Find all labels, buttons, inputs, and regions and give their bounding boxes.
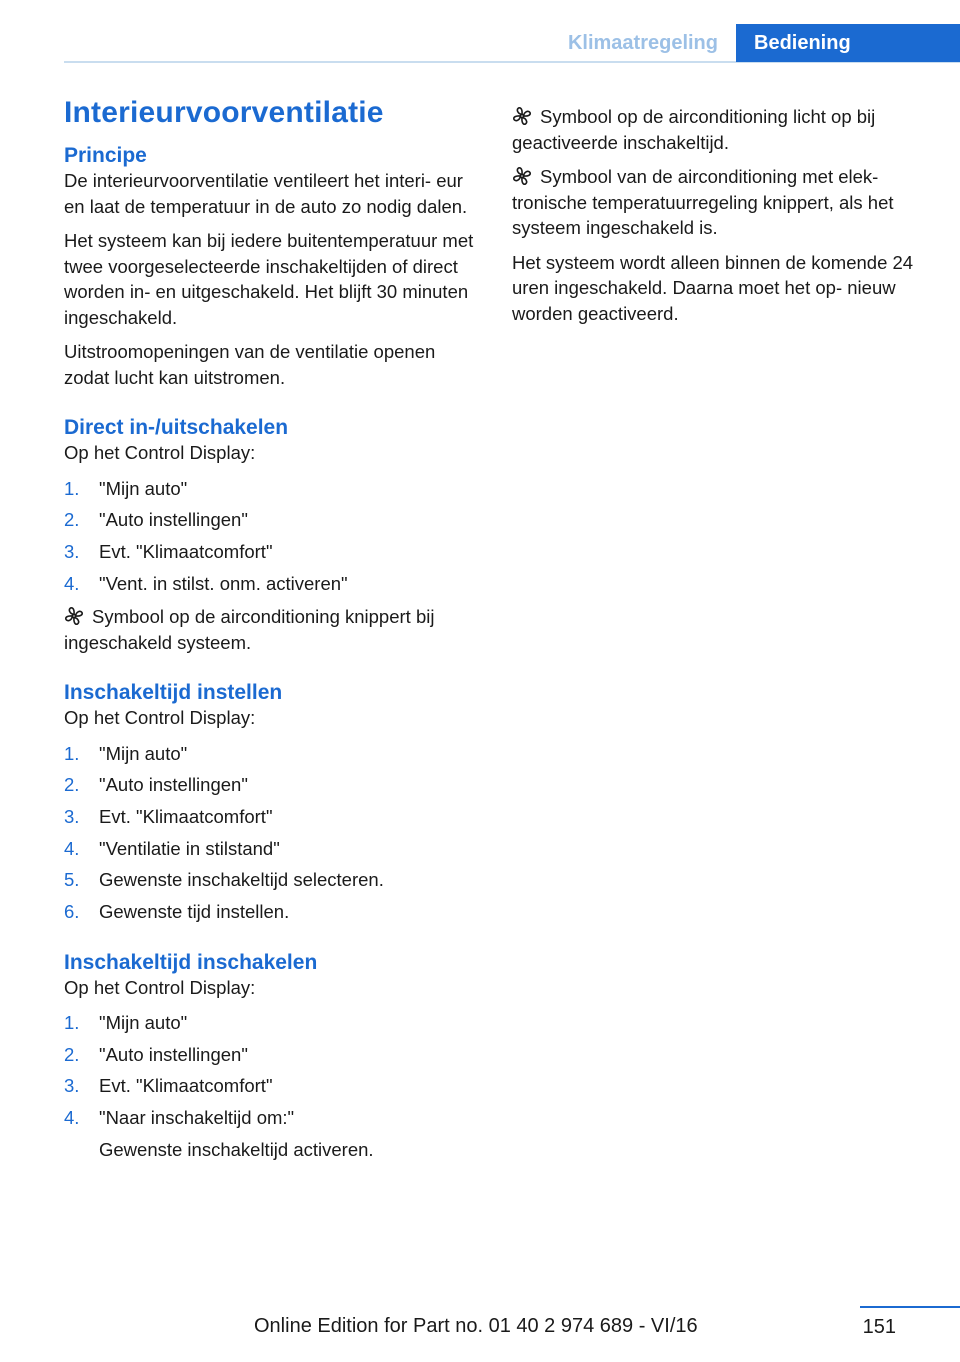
list-item: 4. "Naar inschakeltijd om:" Gewenste inschakeltijd activeren. — [64, 1107, 374, 1160]
heading-inschakelen: Inschakeltijd inschakelen — [64, 950, 318, 974]
list-item: 6. Gewenste tijd instellen. — [64, 901, 290, 922]
page-title: Interieurvoorventilatie — [64, 96, 384, 129]
right-column — [512, 104, 936, 335]
instellen-steps — [64, 741, 484, 925]
right-paragraph-2: Symbool van de airconditioning met elek‐ tronische temperatuurregeling knippert, als het systeem ingeschakeld is. — [512, 166, 894, 238]
principe-paragraph-3: Uitstroomopeningen van de ventilatie openen zodat lucht kan uitstromen. — [64, 341, 436, 388]
direct-intro: Op het Control Display: — [64, 442, 256, 463]
fan-icon — [512, 166, 532, 186]
principe-paragraph-1: De interieurvoorventilatie ventileert het interi‐ eur en laat de temperatuur in de auto zo nodig dalen. — [64, 170, 468, 217]
list-item: 2. "Auto instellingen" — [64, 1043, 248, 1065]
list-item: 5. Gewenste inschakeltijd selecteren. — [64, 869, 384, 891]
footer-edition: Online Edition for Part no. 01 40 2 974 689 - VI/16 — [254, 1315, 698, 1337]
header-section-label: Klimaatregeling — [567, 32, 718, 54]
footer-rule — [860, 1306, 960, 1308]
list-item: 3. Evt. "Klimaatcomfort" — [64, 540, 273, 562]
principe-paragraph-2: Het systeem kan bij iedere buitentemperatuur met twee voorgeselecteerde inschakeltijden of direct worden in- en uitgeschakeld. Het blijft 30 minuten ingeschakeld. — [64, 230, 474, 328]
list-item: 1. "Mijn auto" — [64, 742, 188, 764]
list-item: 3. Evt. "Klimaatcomfort" — [64, 1075, 273, 1097]
list-item: 2. "Auto instellingen" — [64, 509, 248, 531]
fan-icon — [512, 106, 532, 126]
heading-principe: Principe — [64, 144, 147, 167]
inschakelen-steps — [64, 1010, 484, 1162]
list-item: 1. "Mijn auto" — [64, 1012, 188, 1033]
direct-steps — [64, 476, 484, 597]
fan-icon — [64, 606, 84, 626]
right-paragraph-1: Symbool op de airconditioning licht op bij geactiveerde inschakeltijd. — [512, 106, 876, 153]
instellen-intro: Op het Control Display: — [64, 707, 256, 729]
page-number: 151 — [862, 1316, 896, 1338]
header-chapter-tab: Bediening — [736, 24, 960, 62]
list-item: 2. "Auto instellingen" — [64, 774, 248, 796]
list-item: 4. "Vent. in stilst. onm. activeren" — [64, 572, 348, 594]
direct-note: Symbool op de airconditioning knippert bij ingeschakeld systeem. — [64, 606, 435, 653]
inschakelen-intro: Op het Control Display: — [64, 976, 256, 998]
right-paragraph-3: Het systeem wordt alleen binnen de komende 24 uren ingeschakeld. Daarna moet het op‐ nieuw worden geactiveerd. — [512, 251, 914, 324]
list-item: 1. "Mijn auto" — [64, 477, 188, 499]
list-item: 3. Evt. "Klimaatcomfort" — [64, 805, 273, 827]
left-column — [64, 96, 484, 1170]
list-item: 4. "Ventilatie in stilstand" — [64, 837, 280, 859]
heading-instellen: Inschakeltijd instellen — [64, 681, 283, 705]
heading-direct: Direct in-/uitschakelen — [64, 416, 289, 439]
